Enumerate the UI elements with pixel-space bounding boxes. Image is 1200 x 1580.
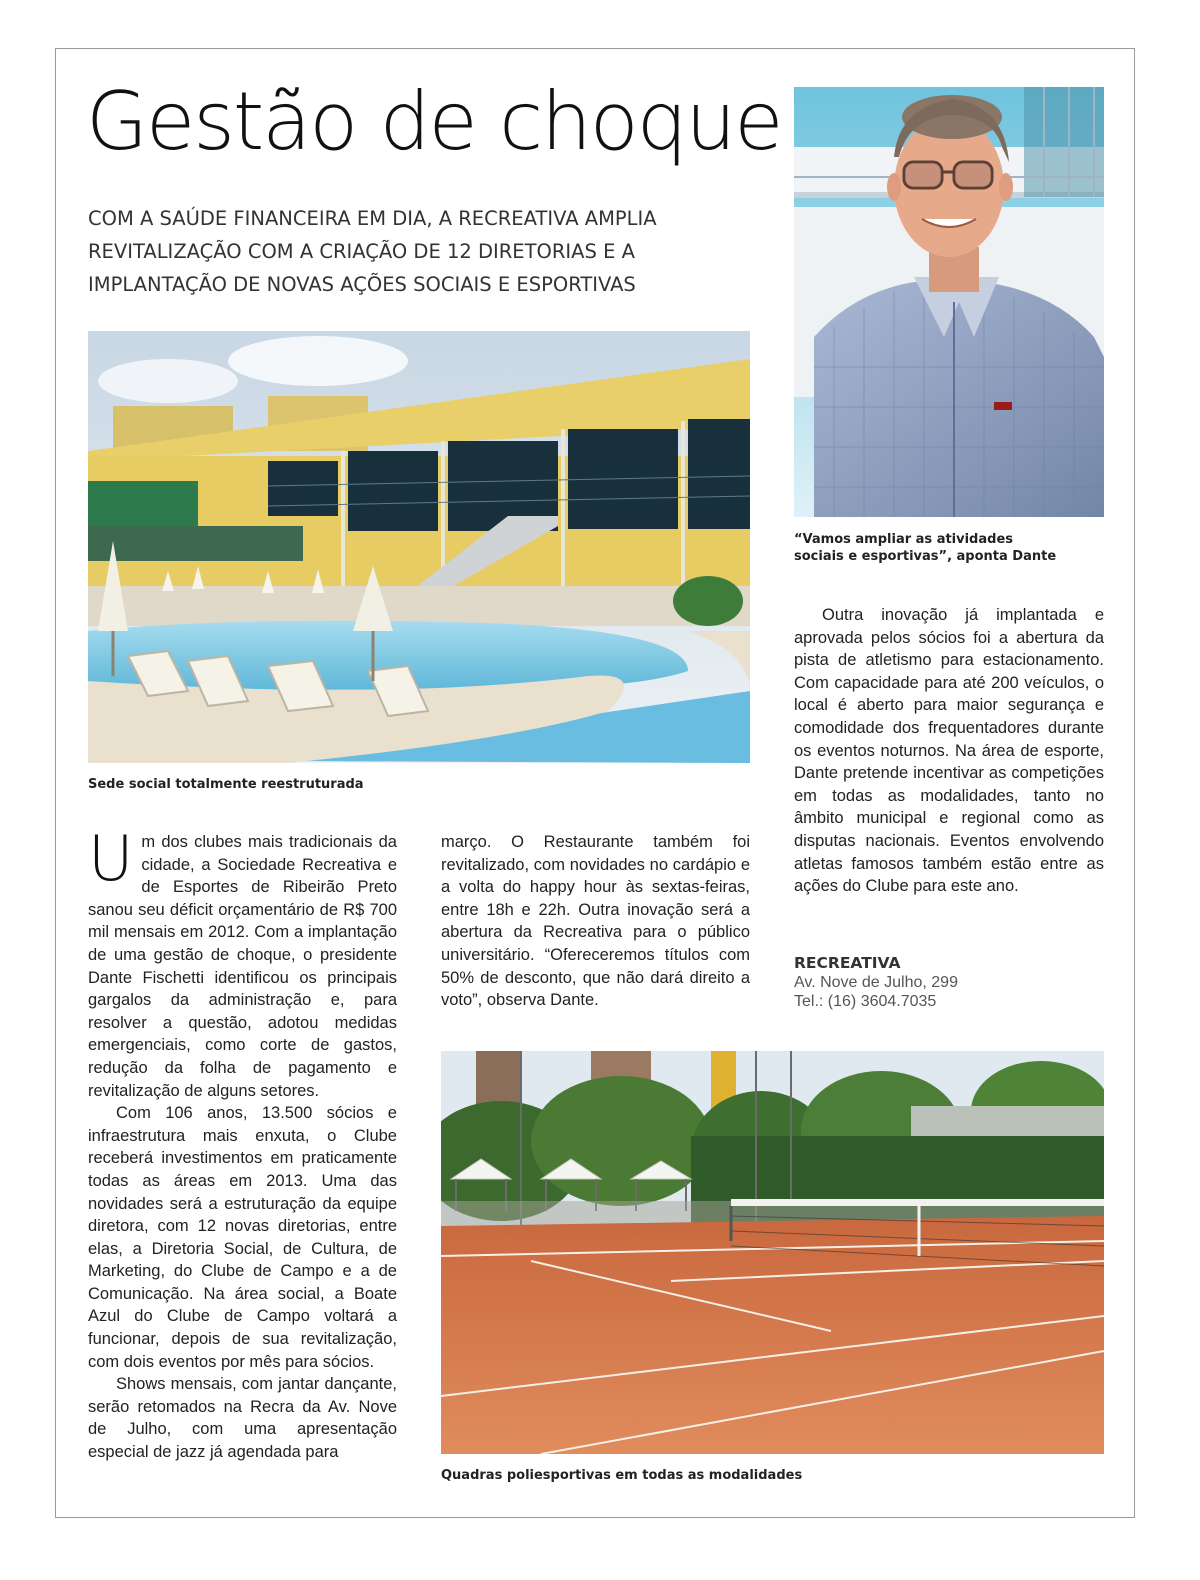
paragraph: março. O Restaurante também foi revitalizado, com novidades no cardápio e a volta do happy hour às sextas-feiras, entre 18h e 22h. Outra inovação será a abertura da Recreativa para o público universitário. “Ofereceremos títulos com 50% de desconto, que não dará direito a voto”, observa Dante. (441, 833, 750, 1010)
article-column-2 (441, 831, 750, 1012)
paragraph: Com 106 anos, 13.500 sócios e infraestrutura mais enxuta, o Clube receberá investimentos em praticamente todas as áreas em 2013. Uma das novidades será a estruturação da equipe diretora, com 12 novas diretorias, entre elas, a Diretoria Social, de Cultura, de Marketing, do Clube de Campo e a de Comunicação. Na área social, a Boate Azul do Clube de Campo voltará a funcionar, depois de sua revitalização, com dois eventos por mês para sócios. (88, 1104, 397, 1371)
subhead (88, 202, 748, 301)
subhead-line: REVITALIZAÇÃO COM A CRIAÇÃO DE 12 DIRETORIAS E A (88, 240, 635, 263)
paragraph: Shows mensais, com jantar dançante, serão retomados na Recra da Av. Nove de Julho, com uma apresentação especial de jazz já agendada para (88, 1375, 397, 1462)
portrait-photo (794, 87, 1104, 517)
article-column-3 (794, 604, 1104, 898)
portrait-caption (794, 531, 1056, 565)
portrait-caption-line: sociais e esportivas”, aponta Dante (794, 549, 1057, 564)
pool-caption: Sede social totalmente reestruturada (88, 777, 364, 792)
headline: Gestão de choque (86, 75, 782, 168)
paragraph (88, 822, 397, 1102)
paragraph: Outra inovação já implantada e aprovada pelos sócios foi a abertura da pista de atletismo para estacionamento. Com capacidade para até 200 veículos, o local é aberto para maior segurança e comodidade dos frequentadores durante os eventos noturnos. Na área de esporte, Dante pretende incentivar as competições em todas as modalidades, tanto no âmbito municipal e regional como as disputas nacionais. Eventos envolvendo atletas famosos também estão entre as ações do Clube para este ano. (794, 606, 1104, 896)
contact-address: Av. Nove de Julho, 299 (794, 974, 958, 991)
subhead-line: COM A SAÚDE FINANCEIRA EM DIA, A RECREATIVA AMPLIA (88, 207, 657, 230)
tennis-caption: Quadras poliesportivas em todas as modalidades (441, 1468, 803, 1483)
pool-photo (88, 331, 750, 763)
paragraph-text: m dos clubes mais tradicionais da cidade, a Sociedade Recreativa e de Esportes de Ribeirão Preto sanou seu déficit orçamentário de R$ 700 mil mensais em 2012. Com a implantação de uma gestão de choque, o presidente Dante Fischetti identificou os principais gargalos da administração e, para resolver a questão, adotou medidas emergenciais, como corte de gastos, redução da folha de pagamento e revitalização de alguns setores. (88, 833, 397, 1100)
contact-phone: Tel.: (16) 3604.7035 (794, 993, 937, 1010)
tennis-court-photo (441, 1051, 1104, 1454)
portrait-caption-line: “Vamos ampliar as atividades (794, 532, 1014, 547)
subhead-line: IMPLANTAÇÃO DE NOVAS AÇÕES SOCIAIS E ESPORTIVAS (88, 273, 636, 296)
contact-name: RECREATIVA (794, 954, 901, 972)
article-column-1 (88, 822, 397, 1464)
contact-box (794, 953, 1104, 1011)
drop-cap: U (88, 822, 134, 895)
